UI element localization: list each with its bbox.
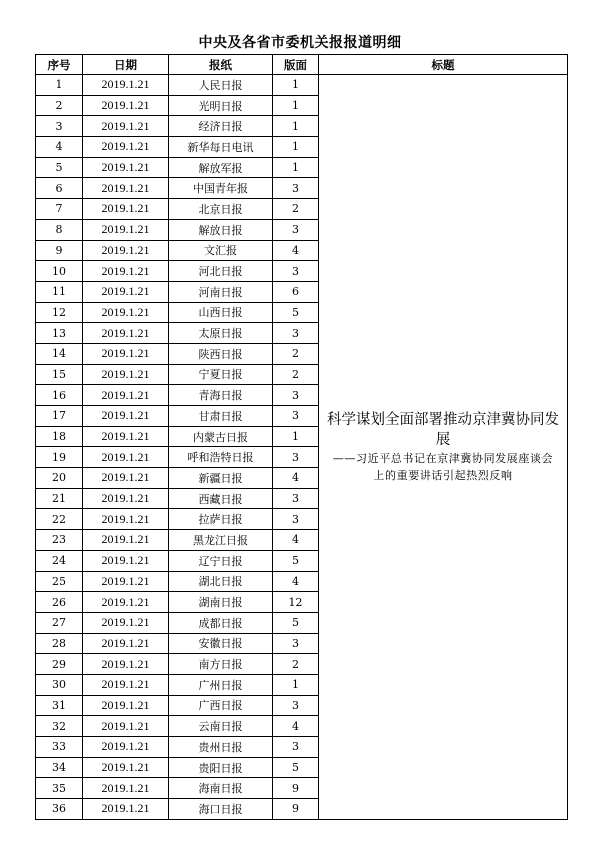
- page-cell: 2: [273, 199, 319, 220]
- date-cell: 2019.1.21: [83, 364, 169, 385]
- headline-main: 科学谋划全面部署推动京津冀协同发展: [327, 411, 559, 448]
- header-page: 版面: [273, 55, 319, 75]
- paper-cell: 河北日报: [169, 261, 273, 282]
- date-cell: 2019.1.21: [83, 612, 169, 633]
- header-paper: 报纸: [169, 55, 273, 75]
- seq-cell: 22: [36, 509, 83, 530]
- paper-cell: 甘肃日报: [169, 406, 273, 427]
- date-cell: 2019.1.21: [83, 95, 169, 116]
- date-cell: 2019.1.21: [83, 799, 169, 820]
- date-cell: 2019.1.21: [83, 571, 169, 592]
- page-cell: 9: [273, 799, 319, 820]
- page-cell: 3: [273, 406, 319, 427]
- seq-cell: 2: [36, 95, 83, 116]
- date-cell: 2019.1.21: [83, 116, 169, 137]
- page-cell: 2: [273, 654, 319, 675]
- paper-cell: 解放日报: [169, 219, 273, 240]
- seq-cell: 33: [36, 737, 83, 758]
- page-cell: 3: [273, 488, 319, 509]
- paper-cell: 人民日报: [169, 75, 273, 96]
- page-cell: 9: [273, 778, 319, 799]
- date-cell: 2019.1.21: [83, 592, 169, 613]
- page-cell: 6: [273, 281, 319, 302]
- paper-cell: 海南日报: [169, 778, 273, 799]
- date-cell: 2019.1.21: [83, 737, 169, 758]
- paper-cell: 中国青年报: [169, 178, 273, 199]
- paper-cell: 文汇报: [169, 240, 273, 261]
- seq-cell: 6: [36, 178, 83, 199]
- page-cell: 3: [273, 509, 319, 530]
- date-cell: 2019.1.21: [83, 674, 169, 695]
- paper-cell: 西藏日报: [169, 488, 273, 509]
- page-cell: 1: [273, 75, 319, 96]
- seq-cell: 14: [36, 343, 83, 364]
- date-cell: 2019.1.21: [83, 75, 169, 96]
- page-cell: 5: [273, 612, 319, 633]
- report-table: [35, 54, 568, 820]
- paper-cell: 新疆日报: [169, 468, 273, 489]
- date-cell: 2019.1.21: [83, 488, 169, 509]
- seq-cell: 19: [36, 447, 83, 468]
- date-cell: 2019.1.21: [83, 550, 169, 571]
- seq-cell: 29: [36, 654, 83, 675]
- page-cell: 3: [273, 261, 319, 282]
- page-cell: 3: [273, 737, 319, 758]
- date-cell: 2019.1.21: [83, 157, 169, 178]
- date-cell: 2019.1.21: [83, 137, 169, 158]
- page-cell: 3: [273, 219, 319, 240]
- date-cell: 2019.1.21: [83, 426, 169, 447]
- paper-cell: 贵州日报: [169, 737, 273, 758]
- paper-cell: 南方日报: [169, 654, 273, 675]
- page-cell: 3: [273, 447, 319, 468]
- page-cell: 4: [273, 571, 319, 592]
- page-cell: 4: [273, 240, 319, 261]
- page-cell: 1: [273, 674, 319, 695]
- table-body: [36, 75, 568, 820]
- seq-cell: 21: [36, 488, 83, 509]
- seq-cell: 15: [36, 364, 83, 385]
- paper-cell: 呼和浩特日报: [169, 447, 273, 468]
- page-cell: 1: [273, 116, 319, 137]
- page-cell: 5: [273, 550, 319, 571]
- date-cell: 2019.1.21: [83, 406, 169, 427]
- seq-cell: 7: [36, 199, 83, 220]
- seq-cell: 4: [36, 137, 83, 158]
- paper-cell: 经济日报: [169, 116, 273, 137]
- page-cell: 2: [273, 343, 319, 364]
- headline-cell: [319, 75, 568, 820]
- seq-cell: 32: [36, 716, 83, 737]
- header-headline: 标题: [319, 55, 568, 75]
- page-cell: 1: [273, 95, 319, 116]
- table-row: [36, 75, 568, 96]
- seq-cell: 9: [36, 240, 83, 261]
- page-cell: 2: [273, 364, 319, 385]
- seq-cell: 26: [36, 592, 83, 613]
- paper-cell: 解放军报: [169, 157, 273, 178]
- page-cell: 3: [273, 323, 319, 344]
- page-cell: 1: [273, 137, 319, 158]
- paper-cell: 黑龙江日报: [169, 530, 273, 551]
- seq-cell: 30: [36, 674, 83, 695]
- page-cell: 3: [273, 633, 319, 654]
- paper-cell: 湖南日报: [169, 592, 273, 613]
- header-seq: 序号: [36, 55, 83, 75]
- seq-cell: 23: [36, 530, 83, 551]
- date-cell: 2019.1.21: [83, 281, 169, 302]
- date-cell: 2019.1.21: [83, 261, 169, 282]
- date-cell: 2019.1.21: [83, 757, 169, 778]
- paper-cell: 广州日报: [169, 674, 273, 695]
- date-cell: 2019.1.21: [83, 199, 169, 220]
- paper-cell: 山西日报: [169, 302, 273, 323]
- page-cell: 3: [273, 178, 319, 199]
- page-cell: 4: [273, 530, 319, 551]
- paper-cell: 河南日报: [169, 281, 273, 302]
- date-cell: 2019.1.21: [83, 385, 169, 406]
- seq-cell: 5: [36, 157, 83, 178]
- paper-cell: 青海日报: [169, 385, 273, 406]
- paper-cell: 光明日报: [169, 95, 273, 116]
- page-cell: 4: [273, 716, 319, 737]
- seq-cell: 1: [36, 75, 83, 96]
- seq-cell: 35: [36, 778, 83, 799]
- page-cell: 1: [273, 426, 319, 447]
- date-cell: 2019.1.21: [83, 633, 169, 654]
- seq-cell: 18: [36, 426, 83, 447]
- date-cell: 2019.1.21: [83, 323, 169, 344]
- date-cell: 2019.1.21: [83, 219, 169, 240]
- date-cell: 2019.1.21: [83, 654, 169, 675]
- paper-cell: 广西日报: [169, 695, 273, 716]
- paper-cell: 云南日报: [169, 716, 273, 737]
- paper-cell: 成都日报: [169, 612, 273, 633]
- seq-cell: 27: [36, 612, 83, 633]
- seq-cell: 34: [36, 757, 83, 778]
- date-cell: 2019.1.21: [83, 468, 169, 489]
- seq-cell: 25: [36, 571, 83, 592]
- paper-cell: 陕西日报: [169, 343, 273, 364]
- page-cell: 5: [273, 302, 319, 323]
- date-cell: 2019.1.21: [83, 240, 169, 261]
- seq-cell: 16: [36, 385, 83, 406]
- seq-cell: 12: [36, 302, 83, 323]
- date-cell: 2019.1.21: [83, 716, 169, 737]
- seq-cell: 3: [36, 116, 83, 137]
- date-cell: 2019.1.21: [83, 778, 169, 799]
- paper-cell: 贵阳日报: [169, 757, 273, 778]
- seq-cell: 20: [36, 468, 83, 489]
- seq-cell: 13: [36, 323, 83, 344]
- date-cell: 2019.1.21: [83, 302, 169, 323]
- seq-cell: 11: [36, 281, 83, 302]
- seq-cell: 28: [36, 633, 83, 654]
- seq-cell: 17: [36, 406, 83, 427]
- page-cell: 5: [273, 757, 319, 778]
- seq-cell: 10: [36, 261, 83, 282]
- paper-cell: 海口日报: [169, 799, 273, 820]
- paper-cell: 拉萨日报: [169, 509, 273, 530]
- headline-subtitle-line: 上的重要讲话引起热烈反响: [373, 468, 513, 482]
- paper-cell: 湖北日报: [169, 571, 273, 592]
- date-cell: 2019.1.21: [83, 343, 169, 364]
- date-cell: 2019.1.21: [83, 695, 169, 716]
- paper-cell: 新华每日电讯: [169, 137, 273, 158]
- page-cell: 1: [273, 157, 319, 178]
- paper-cell: 宁夏日报: [169, 364, 273, 385]
- seq-cell: 36: [36, 799, 83, 820]
- paper-cell: 北京日报: [169, 199, 273, 220]
- page-cell: 4: [273, 468, 319, 489]
- header-row: [36, 55, 568, 75]
- date-cell: 2019.1.21: [83, 509, 169, 530]
- paper-cell: 内蒙古日报: [169, 426, 273, 447]
- paper-cell: 安徽日报: [169, 633, 273, 654]
- date-cell: 2019.1.21: [83, 530, 169, 551]
- page-cell: 3: [273, 695, 319, 716]
- seq-cell: 31: [36, 695, 83, 716]
- header-date: 日期: [83, 55, 169, 75]
- page-cell: 12: [273, 592, 319, 613]
- headline-subtitle-line: ——习近平总书记在京津冀协同发展座谈会: [332, 451, 554, 465]
- seq-cell: 8: [36, 219, 83, 240]
- seq-cell: 24: [36, 550, 83, 571]
- paper-cell: 辽宁日报: [169, 550, 273, 571]
- page-cell: 3: [273, 385, 319, 406]
- date-cell: 2019.1.21: [83, 447, 169, 468]
- document-title: 中央及各省市委机关报报道明细: [198, 35, 402, 51]
- date-cell: 2019.1.21: [83, 178, 169, 199]
- paper-cell: 太原日报: [169, 323, 273, 344]
